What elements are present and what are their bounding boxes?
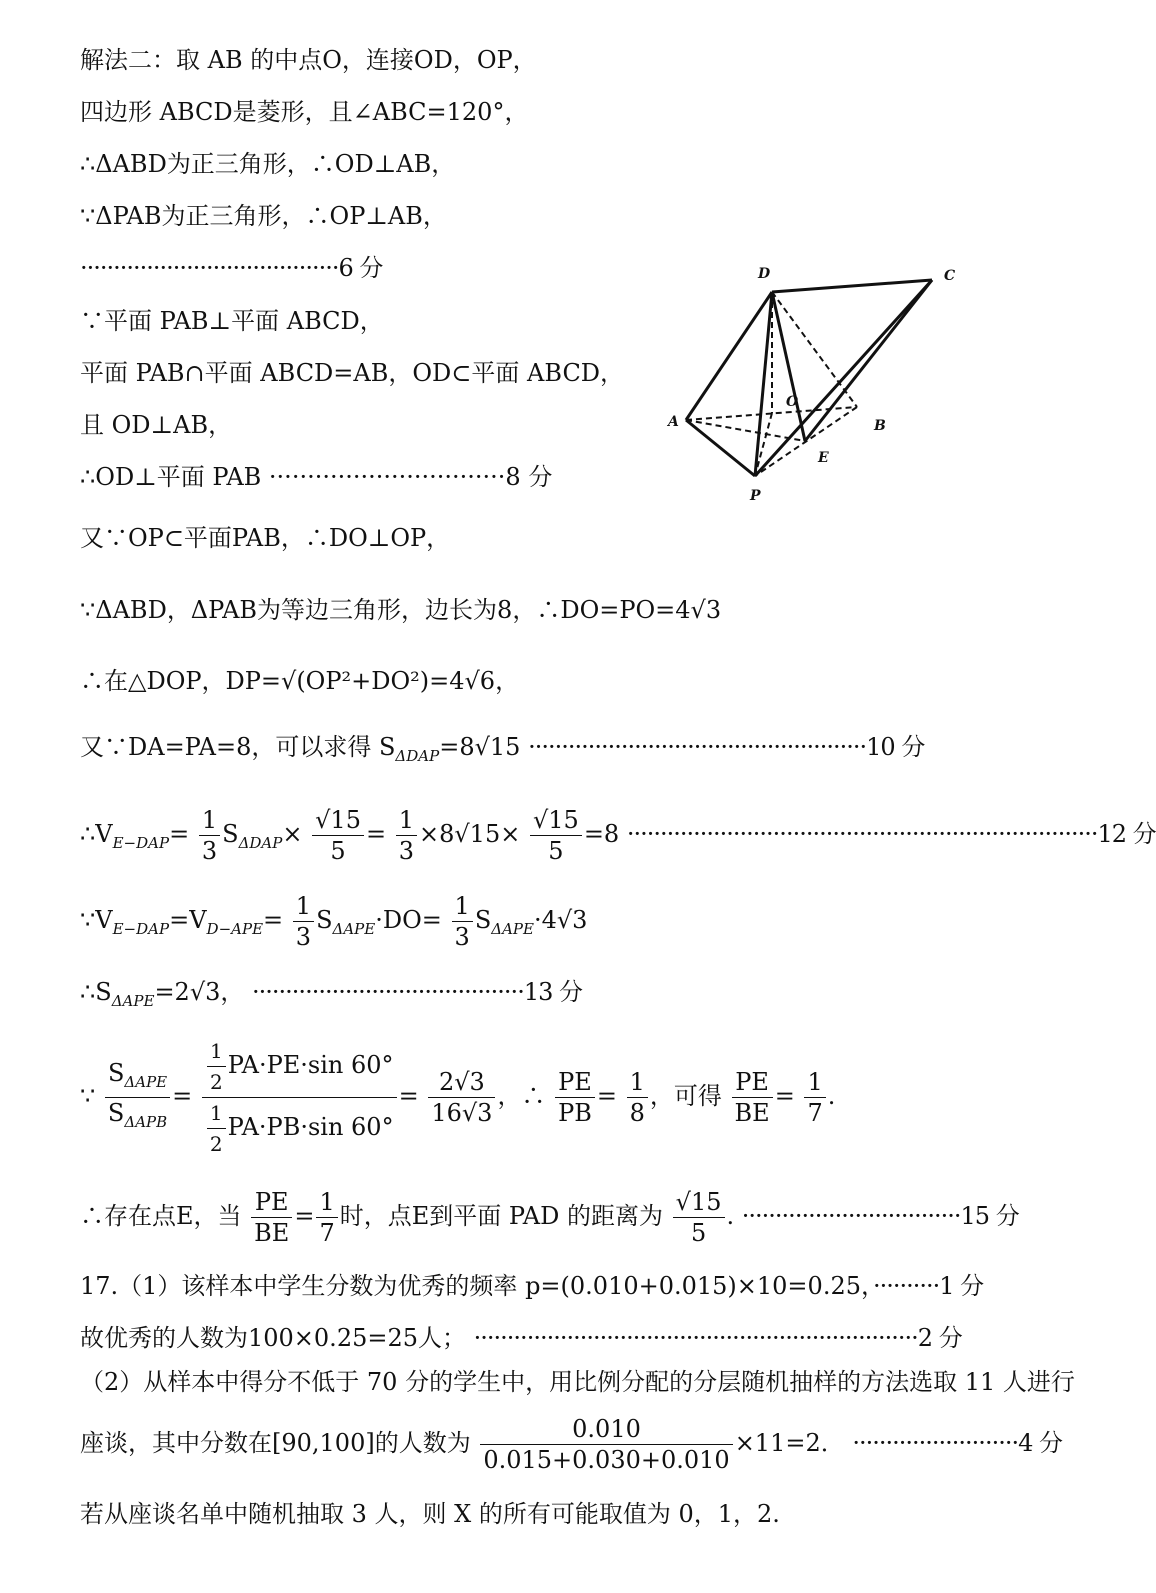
sampling-fraction: $\frac{0.010}{0.015+0.030+0.010}$	[480, 1414, 732, 1475]
area-ratio: $\frac{S_{\Delta APE}}{S_{\Delta APB}}$	[105, 1058, 170, 1137]
eq15-sub1: E−DAP	[112, 920, 170, 938]
solution-line-11: ∵ΔABD，ΔPAB为等边三角形，边长为8，∴DO=PO=4√3	[80, 596, 722, 624]
label-D: D	[758, 266, 771, 282]
label-B: B	[874, 418, 886, 434]
problem-17-line-5: 若从座谈名单中随机抽取 3 人，则 X 的所有可能取值为 0，1，2.	[80, 1500, 780, 1528]
score-marker-15: ·································15 分	[741, 1202, 1019, 1230]
l18-b: 时，点E到平面 PAD 的距离为	[339, 1202, 664, 1230]
label-C: C	[944, 268, 956, 284]
l20-text: 故优秀的人数为100×0.25=25人；	[80, 1324, 467, 1352]
solution-line-10: 又∵OP⊂平面PAB，∴DO⊥OP，	[80, 524, 451, 552]
score-marker-10: ···················································10 分	[528, 733, 925, 761]
eq14-eq2: =	[365, 820, 387, 848]
eq15-do: ·DO=	[375, 906, 442, 934]
pe-pb-ratio: $\frac{PE}{PB}$	[555, 1067, 595, 1128]
fraction-one-third-2: $\frac{1}{3}$	[396, 805, 417, 866]
l16-sub: ΔAPE	[111, 992, 155, 1010]
eq14-times: ×	[282, 820, 303, 848]
solution-line-13	[80, 731, 924, 772]
score-marker-13: ·········································13 分	[252, 978, 582, 1006]
eq15-sub2: D−APE	[206, 920, 264, 938]
l19-text: 17.（1）该样本中学生分数为优秀的频率 p=(0.010+0.015)×10=0.25，	[80, 1272, 873, 1300]
score-marker-6: ·······································6 分	[80, 254, 383, 282]
eq15-s2sub: ΔAPE	[491, 920, 534, 938]
sine-ratio: $\frac{1}{2}$ PA·PE·sin 60° $\frac{1}{2}$ PA·PB·sin 60°	[202, 1036, 397, 1159]
l18-frac3: $\frac{√15}{5}$	[673, 1187, 725, 1248]
l18-dot: .	[726, 1202, 735, 1230]
eq15-s: S	[316, 906, 333, 934]
pe-be-ratio: $\frac{PE}{BE}$	[732, 1067, 773, 1128]
problem-17-line-2	[80, 1322, 962, 1354]
one-eighth: $\frac{1}{8}$	[627, 1067, 648, 1128]
eq14-sub: E−DAP	[112, 834, 170, 852]
l16-s: ∴S	[80, 978, 112, 1006]
solution-line-6: ∵平面 PAB⊥平面 ABCD，	[80, 307, 384, 335]
eq14-v: ∴V	[80, 820, 113, 848]
solution-line-4: ∵ΔPAB为正三角形，∴OP⊥AB，	[80, 202, 447, 230]
solution-line-16	[80, 976, 582, 1017]
solution-line-3: ∴ΔABD为正三角形，∴OD⊥AB，	[80, 150, 456, 178]
area-subscript: ΔDAP	[395, 747, 440, 765]
pyramid-figure	[660, 258, 980, 518]
eq17-eq: =	[172, 1082, 193, 1110]
one-seventh: $\frac{1}{7}$	[804, 1067, 825, 1128]
l18-frac2: $\frac{1}{7}$	[316, 1187, 337, 1248]
label-E: E	[818, 450, 829, 466]
l16-val: =2√3，	[154, 978, 245, 1006]
problem-17-line-4	[80, 1412, 1062, 1475]
eq14-s: S	[222, 820, 239, 848]
edge-CE	[805, 280, 932, 441]
edge-DP	[755, 292, 772, 476]
eq14-ssub: ΔDAP	[238, 834, 283, 852]
eq14-eq: =	[169, 820, 190, 848]
l18-a: ∴存在点E，当	[80, 1202, 242, 1230]
edge-DE	[772, 292, 805, 441]
score-marker-1: ··········1 分	[872, 1272, 984, 1300]
fraction-sqrt15-over-5-2: $\frac{√15}{5}$	[530, 805, 582, 866]
solution-line-9: ∴OD⊥平面 PAB ·······························8 分	[80, 463, 553, 491]
solution-line-1: 解法二：取 AB 的中点O，连接OD，OP，	[80, 46, 537, 74]
l22-a: 座谈，其中分数在[90,100]的人数为	[80, 1429, 471, 1457]
label-O: O	[786, 394, 799, 410]
solution-line-2: 四边形 ABCD是菱形，且∠ABC=120°，	[80, 98, 529, 126]
problem-17-line-3: （2）从样本中得分不低于 70 分的学生中，用比例分配的分层随机抽样的方法选取 11 人进行	[80, 1368, 1075, 1396]
fraction-one-third: $\frac{1}{3}$	[199, 805, 220, 866]
eq17-cande: ，可得	[649, 1082, 722, 1110]
score-marker-2: ···································································2 分	[473, 1324, 962, 1352]
label-A: A	[668, 414, 679, 430]
eq15-v2: =V	[169, 906, 207, 934]
solution-line-8: 且 OD⊥AB，	[80, 411, 233, 439]
edge-AP	[686, 420, 755, 476]
eq15-frac2: $\frac{1}{3}$	[452, 891, 473, 952]
conclusion-line: ∴存在点E，当 $\frac{PE}{BE}$ = $\frac{1}{7}$ 时，点E到平面 PAD 的距离为 $\frac{√15}{5}$ . ·································15 分	[80, 1188, 1019, 1247]
volume-equality	[80, 890, 587, 959]
edge-DA	[686, 292, 772, 420]
score-marker-12: ·······································································12 分	[626, 820, 1156, 848]
eq15-end: ·4√3	[533, 906, 588, 934]
eq14-result: =8	[583, 820, 620, 848]
l18-frac1: $\frac{PE}{BE}$	[251, 1187, 292, 1248]
edge-CP	[755, 280, 932, 476]
ratio-equation	[80, 1036, 835, 1159]
area-value: =8√15	[439, 733, 521, 761]
eq17-eq2: =	[398, 1082, 419, 1110]
l22-b: ×11=2．	[734, 1429, 845, 1457]
eq15-s2: S	[474, 906, 492, 934]
eq15-v: ∵V	[80, 906, 113, 934]
eq15-eq: =	[263, 906, 284, 934]
edge-DC	[772, 280, 932, 292]
solution-line-7: 平面 PAB∩平面 ABCD=AB，OD⊂平面 ABCD，	[80, 359, 625, 387]
eq17-eq4: =	[774, 1082, 795, 1110]
label-P: P	[750, 488, 761, 504]
sqrt-ratio: $\frac{2√3}{16√3}$	[428, 1067, 495, 1128]
eq17-mid: ，∴	[497, 1082, 546, 1110]
area-text: 又∵DA=PA=8，可以求得 S	[80, 733, 396, 761]
problem-17-line-1	[80, 1270, 983, 1302]
eq17-eq3: =	[596, 1082, 617, 1110]
eq14-mid: ×8√15×	[419, 820, 521, 848]
fraction-sqrt15-over-5: $\frac{√15}{5}$	[312, 805, 364, 866]
segment-AE	[686, 420, 805, 441]
score-marker-4: ·························4 分	[852, 1429, 1062, 1457]
eq15-frac1: $\frac{1}{3}$	[293, 891, 314, 952]
eq17-lead: ∵	[80, 1082, 96, 1110]
eq15-ssub: ΔAPE	[332, 920, 376, 938]
eq17-end: .	[827, 1082, 836, 1110]
volume-equation	[80, 804, 1156, 873]
solution-line-12: ∴在△DOP，DP=√(OP²+DO²)=4√6，	[80, 667, 520, 695]
